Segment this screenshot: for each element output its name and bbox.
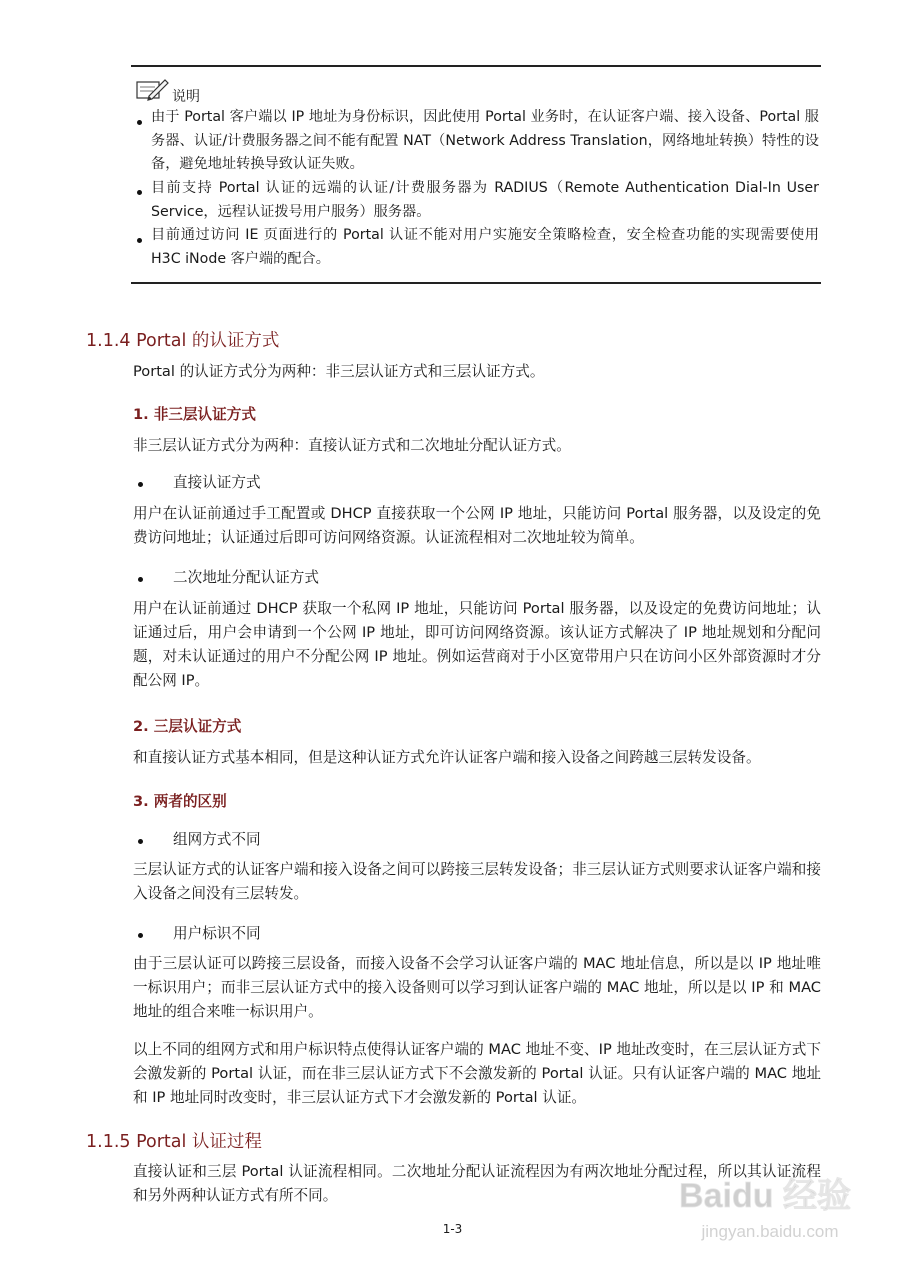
page-number: 1-3 <box>442 1222 463 1236</box>
bullet <box>137 120 142 125</box>
bullet <box>138 577 143 582</box>
bullet <box>137 238 142 243</box>
section-heading-1-1-4: 1.1.4 Portal 的认证方式 <box>86 331 280 351</box>
paragraph-layer3: 和直接认证方式基本相同，但是这种认证方式允许认证客户端和接入设备之间跨越三层转发设备。 <box>133 749 761 766</box>
paragraph-direct-auth: 用户在认证前通过手工配置或 DHCP 直接获取一个公网 IP 地址，只能访问 Portal 服务器，以及设定的免费访问地址；认证通过后即可访问网络资源。认证流程相对二次地址较为简单。 <box>133 505 821 546</box>
bullet <box>138 482 143 487</box>
sub1-intro: 非三层认证方式分为两种：直接认证方式和二次地址分配认证方式。 <box>133 437 571 454</box>
subheading-3: 3. 两者的区别 <box>133 793 227 810</box>
bullet-network-mode: 组网方式不同 <box>173 831 261 848</box>
bullet <box>138 933 143 938</box>
note-item-3: 目前通过访问 IE 页面进行的 Portal 认证不能对用户实施安全策略检查，安全检查功能的实现需要使用 H3C iNode 客户端的配合。 <box>151 227 819 267</box>
subheading-1: 1. 非三层认证方式 <box>133 406 256 423</box>
paragraph-network-mode: 三层认证方式的认证客户端和接入设备之间可以跨接三层转发设备；非三层认证方式则要求认证客户端和接入设备之间没有三层转发。 <box>133 861 821 902</box>
note-item-2: 目前支持 Portal 认证的远端的认证/计费服务器为 RADIUS（Remote Authentication Dial-In User Service，远程认证拨号用户服务）服务器。 <box>151 180 819 220</box>
bullet <box>137 190 142 195</box>
pencil-note-icon <box>135 76 169 102</box>
watermark-url: jingyan.baidu.com <box>701 1222 839 1241</box>
section-heading-1-1-5: 1.1.5 Portal 认证过程 <box>86 1132 262 1152</box>
note-top-rule <box>131 65 821 67</box>
note-item-1: 由于 Portal 客户端以 IP 地址为身份标识，因此使用 Portal 业务时，在认证客户端、接入设备、Portal 服务器、认证/计费服务器之间不能有配置 NAT（Network Address Translation，网络地址转换）特性的设备，避免地址转换导致认证失败。 <box>151 109 819 172</box>
bullet-user-id: 用户标识不同 <box>173 925 261 942</box>
section-intro: Portal 的认证方式分为两种：非三层认证方式和三层认证方式。 <box>133 363 545 380</box>
paragraph-process: 直接认证和三层 Portal 认证流程相同。二次地址分配认证流程因为有两次地址分配过程，所以其认证流程和另外两种认证方式有所不同。 <box>133 1163 821 1204</box>
bullet <box>138 839 143 844</box>
note-label: 说明 <box>172 89 200 105</box>
subheading-2: 2. 三层认证方式 <box>133 718 242 735</box>
paragraph-user-id: 由于三层认证可以跨接三层设备，而接入设备不会学习认证客户端的 MAC 地址信息，所以是以 IP 地址唯一标识用户；而非三层认证方式中的接入设备则可以学习到认证客户端的 MAC 地址，所以是以 IP 和 MAC 地址的组合来唯一标识用户。 <box>133 955 821 1020</box>
paragraph-secondary-address: 用户在认证前通过 DHCP 获取一个私网 IP 地址，只能访问 Portal 服务器，以及设定的免费访问地址；认证通过后，用户会申请到一个公网 IP 地址，即可访问网络资源。该认证方式解决了 IP 地址规划和分配问题，对未认证通过的用户不分配公网 IP 地址。例如运营商对于小区宽带用户只在访问小区外部资源时才分配公网 IP。 <box>133 600 821 689</box>
bullet-secondary-address: 二次地址分配认证方式 <box>173 569 319 586</box>
baidu-watermark-logo <box>640 1165 890 1275</box>
bullet-direct-auth: 直接认证方式 <box>173 474 261 491</box>
paragraph-summary: 以上不同的组网方式和用户标识特点使得认证客户端的 MAC 地址不变、IP 地址改变时，在三层认证方式下会激发新的 Portal 认证，而在非三层认证方式下不会激发新的 Portal 认证。只有认证客户端的 MAC 地址和 IP 地址同时改变时，非三层认证方式下才会激发新的 Portal 认证。 <box>133 1041 821 1106</box>
watermark-brand: Baidu 经验 <box>679 1177 851 1215</box>
note-bottom-rule <box>131 282 821 284</box>
